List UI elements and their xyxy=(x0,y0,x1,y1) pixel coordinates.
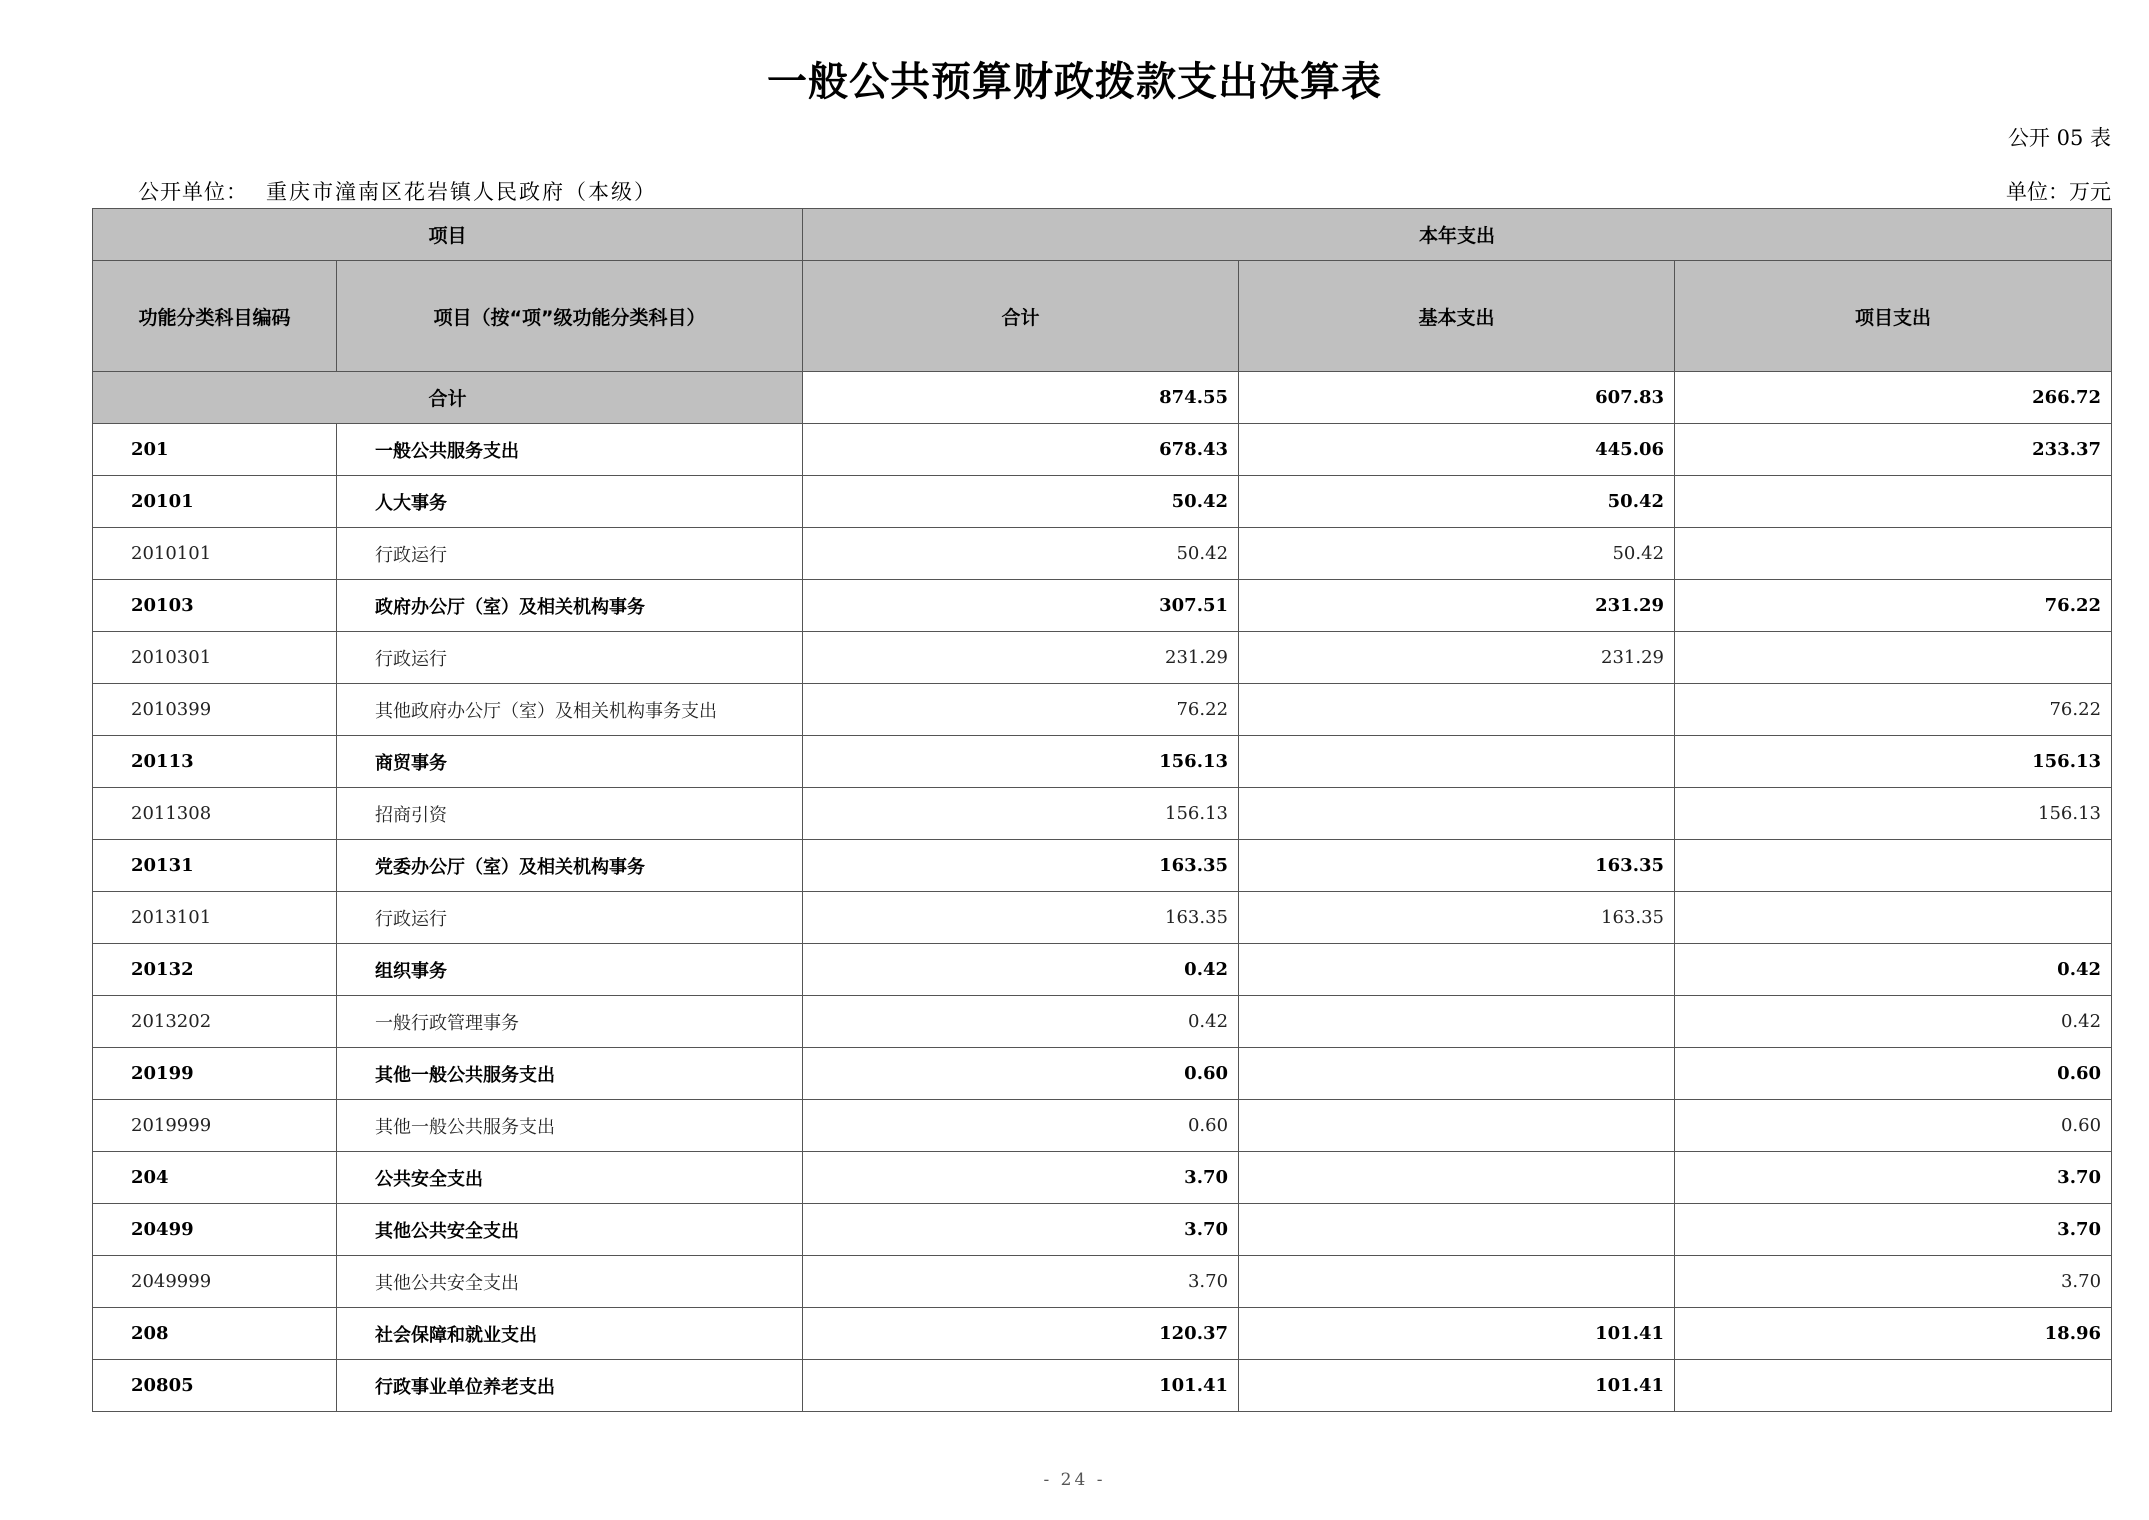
table-row xyxy=(93,788,2112,840)
row-code: 201 xyxy=(93,424,337,476)
row-basic xyxy=(1239,996,1675,1048)
row-project xyxy=(1675,632,2112,684)
row-name: 社会保障和就业支出 xyxy=(337,1308,803,1360)
row-project: 3.70 xyxy=(1675,1256,2112,1308)
row-name: 行政事业单位养老支出 xyxy=(337,1360,803,1412)
row-name: 一般行政管理事务 xyxy=(337,996,803,1048)
row-basic xyxy=(1239,684,1675,736)
table-row xyxy=(93,944,2112,996)
table-row xyxy=(93,1360,2112,1412)
row-code: 20131 xyxy=(93,840,337,892)
row-total: 0.42 xyxy=(803,944,1239,996)
row-basic xyxy=(1239,1256,1675,1308)
row-basic xyxy=(1239,1204,1675,1256)
row-project xyxy=(1675,1360,2112,1412)
row-project: 76.22 xyxy=(1675,580,2112,632)
row-total: 163.35 xyxy=(803,892,1239,944)
table-row xyxy=(93,684,2112,736)
row-name: 组织事务 xyxy=(337,944,803,996)
reporting-unit-label: 公开单位： xyxy=(138,180,248,204)
row-project: 3.70 xyxy=(1675,1204,2112,1256)
row-basic xyxy=(1239,788,1675,840)
reporting-unit xyxy=(138,176,657,206)
row-project xyxy=(1675,840,2112,892)
row-name: 行政运行 xyxy=(337,632,803,684)
header-project: 项目 xyxy=(93,209,803,261)
table-row xyxy=(93,1204,2112,1256)
row-project: 156.13 xyxy=(1675,736,2112,788)
row-total: 0.60 xyxy=(803,1100,1239,1152)
row-project: 18.96 xyxy=(1675,1308,2112,1360)
row-project: 0.60 xyxy=(1675,1048,2112,1100)
row-project: 0.42 xyxy=(1675,996,2112,1048)
row-name: 其他一般公共服务支出 xyxy=(337,1100,803,1152)
row-name: 其他一般公共服务支出 xyxy=(337,1048,803,1100)
row-name: 招商引资 xyxy=(337,788,803,840)
table-row xyxy=(93,1256,2112,1308)
row-code: 20101 xyxy=(93,476,337,528)
table-row xyxy=(93,528,2112,580)
row-code: 20113 xyxy=(93,736,337,788)
total-amount: 874.55 xyxy=(803,372,1239,424)
row-project xyxy=(1675,528,2112,580)
table-row xyxy=(93,1100,2112,1152)
reporting-unit-name: 重庆市潼南区花岩镇人民政府（本级） xyxy=(266,180,657,204)
row-project: 3.70 xyxy=(1675,1152,2112,1204)
row-code: 20103 xyxy=(93,580,337,632)
row-total: 101.41 xyxy=(803,1360,1239,1412)
row-name: 商贸事务 xyxy=(337,736,803,788)
row-code: 2013101 xyxy=(93,892,337,944)
row-name: 政府办公厅（室）及相关机构事务 xyxy=(337,580,803,632)
row-basic xyxy=(1239,1152,1675,1204)
total-basic: 607.83 xyxy=(1239,372,1675,424)
row-name: 一般公共服务支出 xyxy=(337,424,803,476)
table-row xyxy=(93,1152,2112,1204)
row-total: 0.60 xyxy=(803,1048,1239,1100)
row-name: 其他公共安全支出 xyxy=(337,1256,803,1308)
row-code: 2010399 xyxy=(93,684,337,736)
row-name: 人大事务 xyxy=(337,476,803,528)
row-basic xyxy=(1239,944,1675,996)
row-total: 120.37 xyxy=(803,1308,1239,1360)
row-code: 2019999 xyxy=(93,1100,337,1152)
row-code: 20132 xyxy=(93,944,337,996)
row-basic: 50.42 xyxy=(1239,528,1675,580)
row-total: 163.35 xyxy=(803,840,1239,892)
row-basic xyxy=(1239,1100,1675,1152)
currency-unit: 单位：万元 xyxy=(2006,180,2111,204)
row-code: 2010101 xyxy=(93,528,337,580)
table-row xyxy=(93,1308,2112,1360)
row-code: 2049999 xyxy=(93,1256,337,1308)
page-number: - 24 - xyxy=(1043,1470,1106,1490)
table-row xyxy=(93,1048,2112,1100)
row-total: 3.70 xyxy=(803,1152,1239,1204)
row-code: 2011308 xyxy=(93,788,337,840)
row-basic: 163.35 xyxy=(1239,892,1675,944)
row-total: 3.70 xyxy=(803,1204,1239,1256)
table-row xyxy=(93,476,2112,528)
row-code: 20805 xyxy=(93,1360,337,1412)
table-row xyxy=(93,580,2112,632)
row-basic xyxy=(1239,1048,1675,1100)
row-code: 20199 xyxy=(93,1048,337,1100)
row-total: 156.13 xyxy=(803,736,1239,788)
row-name: 其他政府办公厅（室）及相关机构事务支出 xyxy=(337,684,803,736)
table-row xyxy=(93,632,2112,684)
row-project: 233.37 xyxy=(1675,424,2112,476)
expenditure-table xyxy=(92,208,2112,1412)
row-total: 50.42 xyxy=(803,476,1239,528)
header-basic: 基本支出 xyxy=(1239,261,1675,372)
row-project: 156.13 xyxy=(1675,788,2112,840)
total-label: 合计 xyxy=(93,372,803,424)
header-current-year: 本年支出 xyxy=(803,209,2112,261)
row-basic: 231.29 xyxy=(1239,580,1675,632)
row-basic: 50.42 xyxy=(1239,476,1675,528)
document-title: 一般公共预算财政拨款支出决算表 xyxy=(767,59,1382,105)
table-row xyxy=(93,736,2112,788)
row-name: 党委办公厅（室）及相关机构事务 xyxy=(337,840,803,892)
row-total: 678.43 xyxy=(803,424,1239,476)
row-name: 其他公共安全支出 xyxy=(337,1204,803,1256)
row-project: 0.60 xyxy=(1675,1100,2112,1152)
row-name: 行政运行 xyxy=(337,528,803,580)
row-basic: 101.41 xyxy=(1239,1360,1675,1412)
row-total: 156.13 xyxy=(803,788,1239,840)
row-project xyxy=(1675,892,2112,944)
row-name: 公共安全支出 xyxy=(337,1152,803,1204)
row-code: 20499 xyxy=(93,1204,337,1256)
row-code: 204 xyxy=(93,1152,337,1204)
total-row xyxy=(93,372,2112,424)
row-basic xyxy=(1239,736,1675,788)
row-total: 76.22 xyxy=(803,684,1239,736)
row-total: 0.42 xyxy=(803,996,1239,1048)
row-code: 208 xyxy=(93,1308,337,1360)
row-basic: 231.29 xyxy=(1239,632,1675,684)
row-total: 307.51 xyxy=(803,580,1239,632)
header-project-expenditure: 项目支出 xyxy=(1675,261,2112,372)
row-total: 231.29 xyxy=(803,632,1239,684)
total-project: 266.72 xyxy=(1675,372,2112,424)
row-basic: 445.06 xyxy=(1239,424,1675,476)
row-project: 0.42 xyxy=(1675,944,2112,996)
row-project xyxy=(1675,476,2112,528)
row-project: 76.22 xyxy=(1675,684,2112,736)
row-name: 行政运行 xyxy=(337,892,803,944)
header-total: 合计 xyxy=(803,261,1239,372)
table-row xyxy=(93,840,2112,892)
row-code: 2010301 xyxy=(93,632,337,684)
form-number: 公开 05 表 xyxy=(2007,126,2111,150)
row-code: 2013202 xyxy=(93,996,337,1048)
table-row xyxy=(93,996,2112,1048)
row-total: 3.70 xyxy=(803,1256,1239,1308)
row-basic: 101.41 xyxy=(1239,1308,1675,1360)
table-row xyxy=(93,892,2112,944)
row-total: 50.42 xyxy=(803,528,1239,580)
table-row xyxy=(93,424,2112,476)
row-basic: 163.35 xyxy=(1239,840,1675,892)
header-item: 项目（按“项”级功能分类科目） xyxy=(337,261,803,372)
header-code: 功能分类科目编码 xyxy=(93,261,337,372)
